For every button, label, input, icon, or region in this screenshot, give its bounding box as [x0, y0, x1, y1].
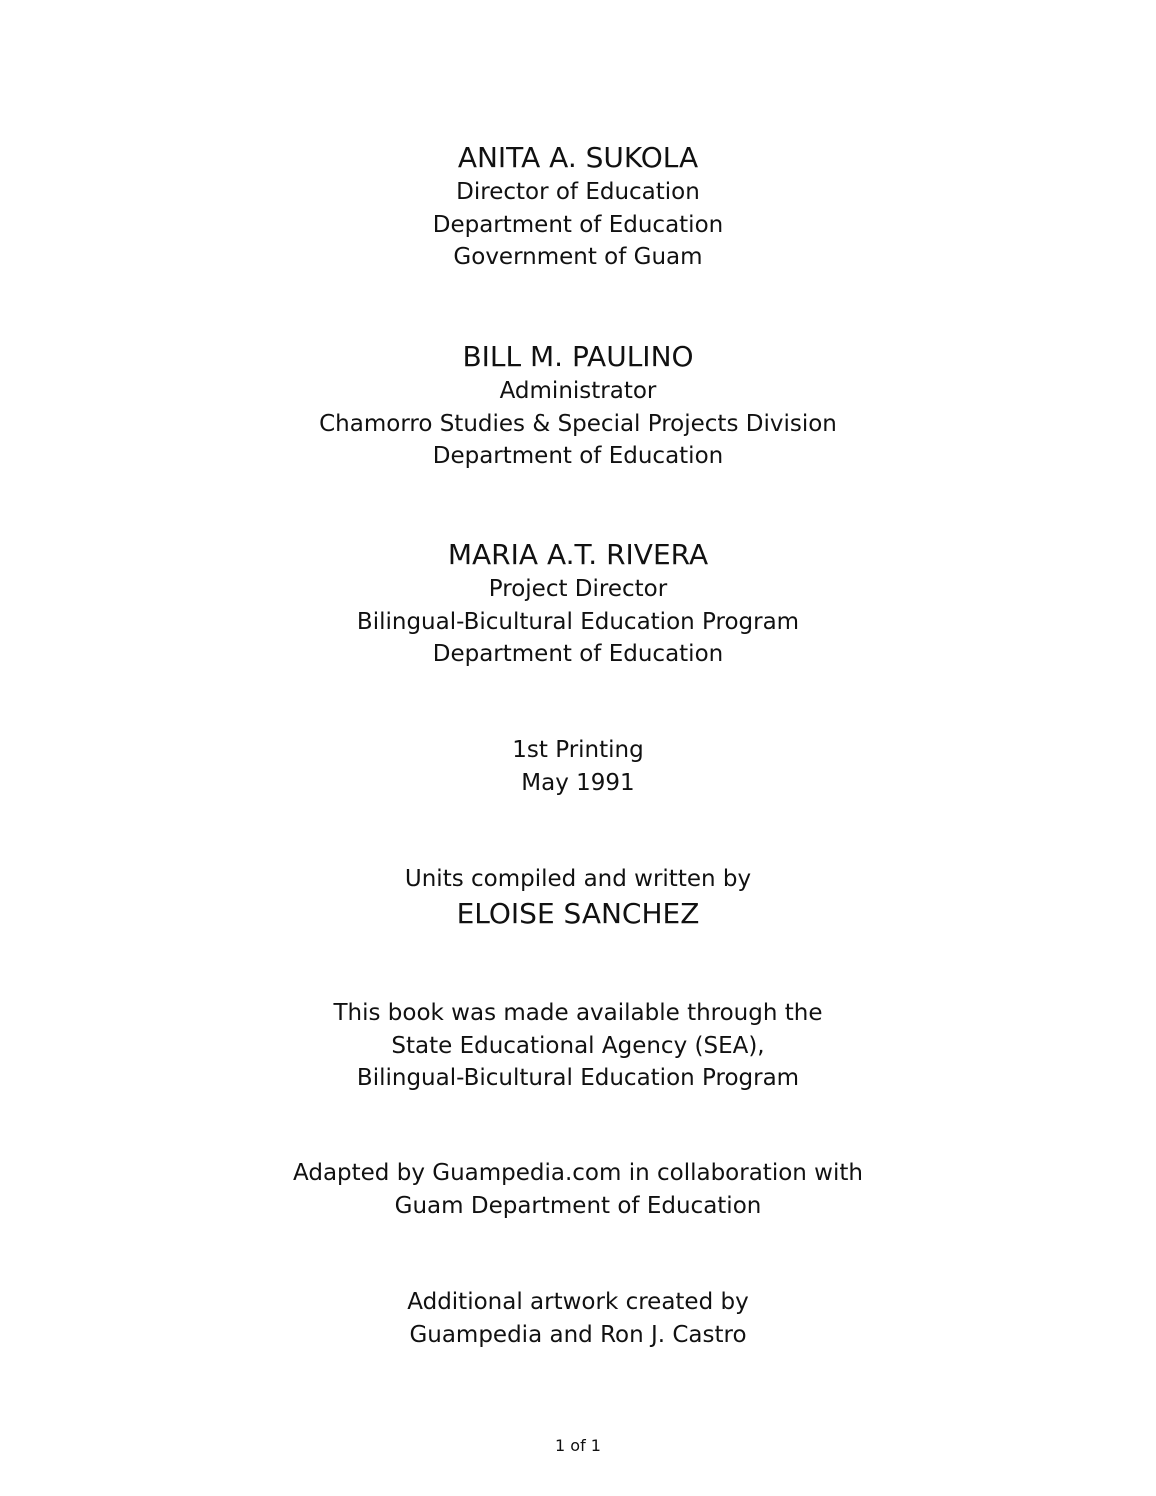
person-program: Bilingual-Bicultural Education Program: [356, 608, 800, 635]
person-title: Administrator: [499, 378, 657, 404]
person-name: ANITA A. SUKOLA: [457, 141, 699, 174]
credit-block-director: [0, 140, 1156, 274]
artwork-line: Additional artwork created by: [407, 1289, 749, 1315]
page-number: 1 of 1: [555, 1436, 601, 1455]
funding-line: Bilingual-Bicultural Education Program: [356, 1065, 800, 1091]
credit-block-administrator: [0, 339, 1156, 473]
author-credit: [0, 863, 1156, 932]
person-department: Department of Education: [432, 641, 724, 667]
person-name: MARIA A.T. RIVERA: [447, 538, 709, 571]
author-name: ELOISE SANCHEZ: [456, 896, 700, 930]
person-name: BILL M. PAULINO: [462, 340, 694, 373]
funding-line: This book was made available through the: [333, 1000, 823, 1026]
credit-block-project-director: [0, 537, 1156, 671]
person-title: Project Director: [488, 576, 668, 602]
person-title: Director of Education: [456, 179, 700, 205]
artwork-credit: [0, 1286, 1156, 1351]
author-intro: Units compiled and written by: [404, 866, 752, 892]
person-department: Department of Education: [432, 443, 724, 469]
artwork-line: Guampedia and Ron J. Castro: [409, 1321, 747, 1348]
adaptation-line: Adapted by Guampedia.com in collaboration with: [293, 1160, 863, 1186]
adaptation-line: Guam Department of Education: [394, 1192, 762, 1219]
person-organization: Government of Guam: [453, 244, 703, 270]
printing-edition: 1st Printing: [512, 737, 644, 763]
person-department: Department of Education: [432, 211, 724, 238]
printing-date: May 1991: [521, 769, 635, 796]
funding-statement: [0, 997, 1156, 1095]
person-division: Chamorro Studies & Special Projects Division: [319, 410, 837, 437]
printing-info: [0, 734, 1156, 799]
adaptation-statement: [0, 1157, 1156, 1222]
funding-line: State Educational Agency (SEA),: [391, 1032, 765, 1059]
